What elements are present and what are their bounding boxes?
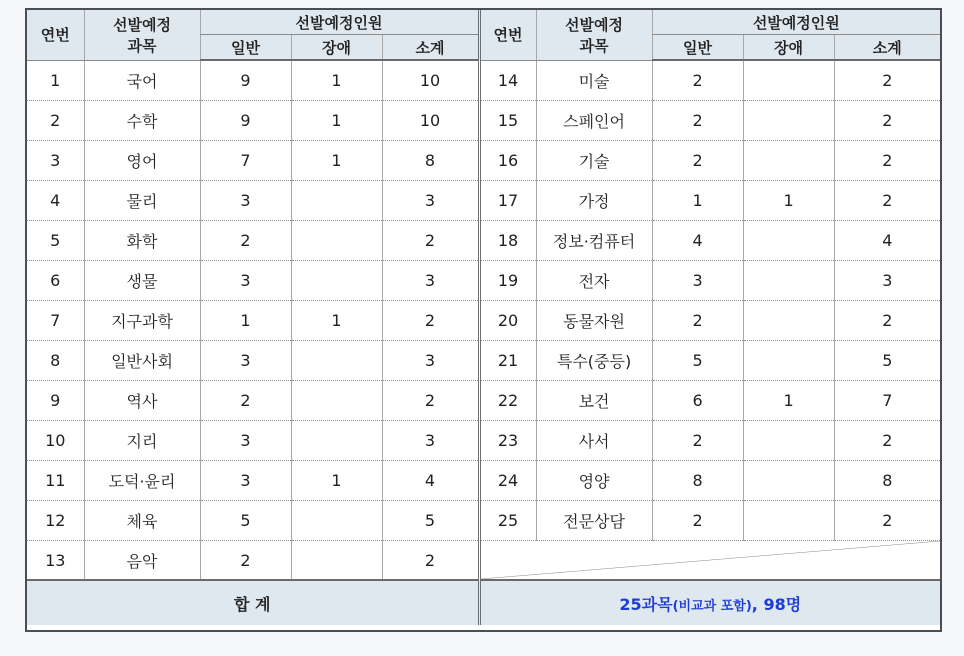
table-row [27, 141, 940, 181]
cell-no: 4 [27, 181, 84, 221]
cell-disabled [291, 261, 382, 301]
cell-subtotal: 7 [834, 381, 940, 421]
header-no-right: 연번 [479, 10, 536, 60]
cell-disabled: 1 [291, 101, 382, 141]
table-body [27, 60, 940, 625]
header-subject-line1: 선발예정 [113, 15, 171, 34]
cell-disabled: 1 [743, 381, 834, 421]
cell-disabled [743, 101, 834, 141]
cell-general: 5 [200, 501, 291, 541]
cell-no: 8 [27, 341, 84, 381]
cell-general: 7 [200, 141, 291, 181]
cell-general: 1 [652, 181, 743, 221]
cell-no: 15 [479, 101, 536, 141]
cell-subtotal: 10 [382, 60, 479, 101]
cell-subtotal: 2 [382, 301, 479, 341]
cell-subtotal: 4 [382, 461, 479, 501]
header-subject-line1: 선발예정 [565, 15, 624, 34]
cell-disabled [291, 341, 382, 381]
cell-subject: 특수(중등) [536, 341, 652, 381]
cell-general: 2 [200, 221, 291, 261]
cell-disabled [291, 421, 382, 461]
cell-no: 18 [479, 221, 536, 261]
cell-subtotal: 8 [382, 141, 479, 181]
cell-general: 6 [652, 381, 743, 421]
total-label: 합 계 [27, 580, 479, 625]
cell-subtotal: 3 [382, 181, 479, 221]
cell-general: 3 [200, 341, 291, 381]
cell-subtotal: 3 [382, 261, 479, 301]
cell-disabled [743, 141, 834, 181]
cell-no: 9 [27, 381, 84, 421]
cell-disabled [291, 221, 382, 261]
cell-no: 5 [27, 221, 84, 261]
table-row [27, 221, 940, 261]
header-no-left: 연번 [27, 10, 84, 60]
cell-subject: 생물 [84, 261, 200, 301]
cell-subtotal: 8 [834, 461, 940, 501]
cell-no: 16 [479, 141, 536, 181]
cell-subtotal: 2 [382, 541, 479, 581]
cell-subtotal: 2 [834, 141, 940, 181]
cell-disabled [743, 421, 834, 461]
total-value-note: (비교과 포함) [672, 598, 752, 614]
cell-subject: 역사 [84, 381, 200, 421]
table-row [27, 461, 940, 501]
total-value-main: 25과목 [619, 594, 673, 614]
cell-subject: 물리 [84, 181, 200, 221]
cell-subject: 사서 [536, 421, 652, 461]
cell-subtotal: 3 [382, 421, 479, 461]
cell-subtotal: 2 [834, 60, 940, 101]
cell-general: 2 [652, 60, 743, 101]
header-count-group-right: 선발예정인원 [652, 10, 940, 35]
cell-subtotal: 2 [834, 301, 940, 341]
cell-general: 1 [200, 301, 291, 341]
cell-general: 2 [200, 541, 291, 581]
cell-subject: 도덕·윤리 [84, 461, 200, 501]
cell-no: 7 [27, 301, 84, 341]
total-value [479, 580, 940, 625]
cell-general: 2 [652, 101, 743, 141]
cell-subject: 화학 [84, 221, 200, 261]
cell-subtotal: 4 [834, 221, 940, 261]
cell-disabled: 1 [291, 461, 382, 501]
cell-general: 3 [652, 261, 743, 301]
cell-disabled [743, 221, 834, 261]
cell-subtotal: 3 [834, 261, 940, 301]
header-general-left: 일반 [200, 35, 291, 61]
cell-subject: 영양 [536, 461, 652, 501]
cell-subtotal: 2 [834, 501, 940, 541]
cell-subtotal: 5 [834, 341, 940, 381]
table-row [27, 541, 940, 581]
cell-general: 4 [652, 221, 743, 261]
cell-subtotal: 2 [382, 221, 479, 261]
header-subject-right [536, 10, 652, 60]
table-row [27, 261, 940, 301]
cell-no: 3 [27, 141, 84, 181]
cell-general: 2 [652, 141, 743, 181]
cell-subtotal: 10 [382, 101, 479, 141]
cell-general: 2 [200, 381, 291, 421]
cell-subject: 가정 [536, 181, 652, 221]
cell-subject: 동물자원 [536, 301, 652, 341]
cell-subtotal: 3 [382, 341, 479, 381]
cell-no: 14 [479, 60, 536, 101]
recruitment-table [27, 10, 940, 625]
cell-disabled [743, 461, 834, 501]
cell-general: 2 [652, 301, 743, 341]
cell-no: 1 [27, 60, 84, 101]
header-disabled-right: 장애 [743, 35, 834, 61]
cell-no: 11 [27, 461, 84, 501]
cell-subtotal: 2 [834, 101, 940, 141]
cell-disabled [291, 181, 382, 221]
diagonal-line [481, 541, 941, 579]
header-subject-left [84, 10, 200, 60]
cell-no: 25 [479, 501, 536, 541]
cell-subject: 스페인어 [536, 101, 652, 141]
cell-disabled [743, 501, 834, 541]
cell-subject: 국어 [84, 60, 200, 101]
cell-general: 9 [200, 101, 291, 141]
header-subject-line2: 과목 [127, 36, 157, 55]
cell-subject: 체육 [84, 501, 200, 541]
cell-general: 9 [200, 60, 291, 101]
cell-subtotal: 2 [834, 181, 940, 221]
header-disabled-left: 장애 [291, 35, 382, 61]
cell-disabled: 1 [743, 181, 834, 221]
header-count-group-left: 선발예정인원 [200, 10, 479, 35]
cell-subtotal: 2 [834, 421, 940, 461]
cell-disabled: 1 [291, 60, 382, 101]
cell-subtotal: 5 [382, 501, 479, 541]
cell-disabled: 1 [291, 141, 382, 181]
cell-disabled [291, 381, 382, 421]
recruitment-table-container [25, 8, 942, 632]
cell-subject: 지구과학 [84, 301, 200, 341]
table-row [27, 501, 940, 541]
cell-subject: 기술 [536, 141, 652, 181]
cell-no: 21 [479, 341, 536, 381]
cell-no: 22 [479, 381, 536, 421]
cell-no: 12 [27, 501, 84, 541]
table-row [27, 301, 940, 341]
cell-general: 2 [652, 421, 743, 461]
cell-subject: 음악 [84, 541, 200, 581]
cell-general: 3 [200, 421, 291, 461]
total-row [27, 580, 940, 625]
header-subtotal-left: 소계 [382, 35, 479, 61]
cell-no: 2 [27, 101, 84, 141]
table-row [27, 101, 940, 141]
cell-no: 20 [479, 301, 536, 341]
cell-general: 3 [200, 261, 291, 301]
cell-no: 17 [479, 181, 536, 221]
cell-disabled [743, 301, 834, 341]
cell-subtotal: 2 [382, 381, 479, 421]
cell-disabled [743, 341, 834, 381]
cell-no: 24 [479, 461, 536, 501]
table-row [27, 421, 940, 461]
header-subtotal-right: 소계 [834, 35, 940, 61]
header-general-right: 일반 [652, 35, 743, 61]
cell-disabled: 1 [291, 301, 382, 341]
cell-subject: 일반사회 [84, 341, 200, 381]
cell-subject: 전문상담 [536, 501, 652, 541]
table-row [27, 181, 940, 221]
cell-general: 2 [652, 501, 743, 541]
total-value-count: , 98명 [751, 594, 802, 614]
cell-subject: 보건 [536, 381, 652, 421]
cell-no: 10 [27, 421, 84, 461]
cell-subject: 수학 [84, 101, 200, 141]
cell-general: 5 [652, 341, 743, 381]
cell-no: 19 [479, 261, 536, 301]
cell-disabled [291, 501, 382, 541]
table-row [27, 60, 940, 101]
cell-general: 3 [200, 461, 291, 501]
cell-disabled [743, 261, 834, 301]
cell-general: 8 [652, 461, 743, 501]
cell-general: 3 [200, 181, 291, 221]
table-row [27, 341, 940, 381]
cell-subject: 미술 [536, 60, 652, 101]
cell-subject: 정보·컴퓨터 [536, 221, 652, 261]
cell-subject: 영어 [84, 141, 200, 181]
cell-subject: 전자 [536, 261, 652, 301]
cell-no: 23 [479, 421, 536, 461]
empty-diagonal-cell [479, 541, 940, 581]
cell-disabled [291, 541, 382, 581]
cell-no: 6 [27, 261, 84, 301]
table-row [27, 381, 940, 421]
cell-disabled [743, 60, 834, 101]
header-subject-line2: 과목 [579, 36, 609, 55]
cell-subject: 지리 [84, 421, 200, 461]
cell-no: 13 [27, 541, 84, 581]
